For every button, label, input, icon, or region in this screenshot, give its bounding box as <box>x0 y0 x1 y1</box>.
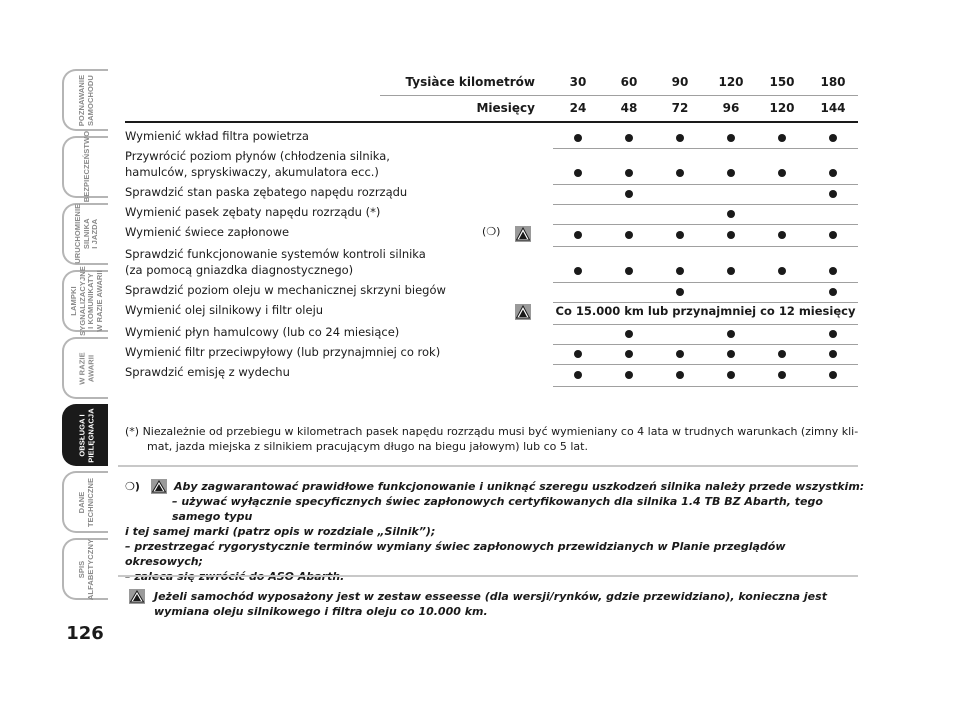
table-row <box>125 364 858 386</box>
note2-line1: Jeżeli samochód wyposażony jest w zestaw esseesse (dla wersji/rynków, gdzie przewidziano), konieczna jest <box>154 590 827 603</box>
tab-label: DANE TECHNICZNE <box>77 477 95 527</box>
scheduled-dot <box>625 371 633 379</box>
tab-w-razie-awarii[interactable] <box>58 337 108 399</box>
scheduled-dot <box>625 330 633 338</box>
table-row <box>125 184 858 204</box>
row-label: Wymienić pasek zębaty napędu rozrządu (*) <box>125 205 381 219</box>
scheduled-dot <box>727 210 735 218</box>
tab-poznawanie[interactable] <box>58 69 108 131</box>
table-row <box>125 204 858 224</box>
scheduled-dot <box>574 267 582 275</box>
scheduled-dot <box>574 231 582 239</box>
row-label: Wymienić płyn hamulcowy (lub co 24 miesiące) <box>125 325 400 339</box>
row-label: Sprawdzić poziom oleju w mechanicznej skrzyni biegów <box>125 283 446 297</box>
scheduled-dot <box>829 190 837 198</box>
months-value: 96 <box>722 101 740 115</box>
scheduled-dot <box>727 350 735 358</box>
tab-label: OBSŁUGA I PIELĘGNACJA <box>77 407 96 463</box>
scheduled-dot <box>829 330 837 338</box>
row-label: Wymienić filtr przeciwpyłowy (lub przynajmniej co rok) <box>125 345 441 359</box>
scheduled-dot <box>574 350 582 358</box>
table-row <box>125 344 858 364</box>
scheduled-dot <box>676 371 684 379</box>
row-divider <box>553 386 858 387</box>
scheduled-dot <box>829 169 837 177</box>
row-label: Wymienić wkład filtra powietrza <box>125 129 309 143</box>
scheduled-dot <box>625 231 633 239</box>
esseesse-note <box>125 589 860 619</box>
separator <box>118 465 858 467</box>
km-value: 30 <box>569 75 587 89</box>
scheduled-dot <box>829 288 837 296</box>
circle-mark: (❍) <box>482 225 501 238</box>
header-km-row <box>125 70 858 94</box>
warning-triangle-icon <box>129 589 145 604</box>
scheduled-dot <box>778 371 786 379</box>
tab-bezpieczenstwo[interactable] <box>58 130 108 202</box>
months-value: 48 <box>620 101 638 115</box>
table-row <box>125 148 858 184</box>
scheduled-dot <box>625 350 633 358</box>
scheduled-dot <box>676 134 684 142</box>
note2-line2: wymiana oleju silnikowego i filtra oleju co 10.000 km. <box>154 605 488 618</box>
tab-label: SPIS ALFABETYCZNY <box>77 538 96 600</box>
months-value: 120 <box>769 101 795 115</box>
km-value: 60 <box>620 75 638 89</box>
header-bottom-rule <box>125 121 858 123</box>
scheduled-dot <box>574 371 582 379</box>
tab-label: W RAZIE AWARII <box>77 351 95 385</box>
months-value: 24 <box>569 101 587 115</box>
scheduled-dot <box>778 169 786 177</box>
note1-line3: i tej samej marki (patrz opis w rozdziale „Silnik”); <box>125 525 436 538</box>
note1-line4: – przestrzegać rygorystycznie terminów wymiany świec zapłonowych przewidzianych w Planie przeglądów okresowych; <box>125 540 786 568</box>
tab-label: LAMPKI SYGNALIZACYJNE I KOMUNIKATY W RAZIE AWARII <box>69 266 104 336</box>
scheduled-dot <box>676 231 684 239</box>
row-label: Wymienić olej silnikowy i filtr oleju <box>125 303 324 317</box>
scheduled-dot <box>676 169 684 177</box>
scheduled-dot <box>625 267 633 275</box>
scheduled-dot <box>727 371 735 379</box>
scheduled-dot <box>574 134 582 142</box>
separator <box>118 575 858 577</box>
scheduled-dot <box>625 134 633 142</box>
tab-dane-techniczne[interactable] <box>58 471 108 533</box>
table-row <box>125 224 858 246</box>
scheduled-dot <box>829 134 837 142</box>
header-months-row <box>125 96 858 120</box>
scheduled-dot <box>727 231 735 239</box>
tab-label: POZNAWANIE SAMOCHODU <box>77 74 96 126</box>
spark-plug-note <box>125 479 865 584</box>
footnote <box>125 424 860 454</box>
tab-label: BEZPIECZEŃSTWO <box>81 130 91 202</box>
scheduled-dot <box>727 267 735 275</box>
scheduled-dot <box>778 134 786 142</box>
scheduled-dot <box>676 267 684 275</box>
scheduled-dot <box>727 330 735 338</box>
warning-triangle-icon <box>151 479 167 494</box>
row-label: Sprawdzić stan paska zębatego napędu rozrządu <box>125 185 408 199</box>
row-label: Sprawdzić emisję z wydechu <box>125 365 290 379</box>
scheduled-dot <box>778 231 786 239</box>
tab-spis[interactable] <box>58 538 108 600</box>
months-value: 144 <box>820 101 846 115</box>
scheduled-dot <box>829 267 837 275</box>
km-value: 180 <box>820 75 846 89</box>
header-km-label: Tysiàce kilometrów <box>405 75 535 89</box>
tab-lampki[interactable] <box>58 266 108 336</box>
table-row <box>125 282 858 302</box>
interval-text: Co 15.000 km lub przynajmniej co 12 miesięcy <box>555 304 856 318</box>
row-label: Wymienić świece zapłonowe <box>125 225 290 239</box>
tab-obsluga[interactable] <box>58 404 108 466</box>
note1-line2: – używać wyłącznie specyficznych świec zapłonowych certyfikowanych dla silnika 1.4 TB BZ Abarth, tego samego typu <box>172 495 823 523</box>
scheduled-dot <box>829 350 837 358</box>
km-value: 150 <box>769 75 795 89</box>
scheduled-dot <box>727 169 735 177</box>
warning-triangle-icon <box>515 226 531 242</box>
footnote-line1: (*) Niezależnie od przebiegu w kilometrach pasek napędu rozrządu musi być wymieniany co 4 lata w trudnych warunkach (zimny kli- <box>125 425 859 438</box>
scheduled-dot <box>676 350 684 358</box>
tab-label: URUCHOMIENIE SILNIKA I JAZDA <box>73 204 100 264</box>
table-row <box>125 246 858 282</box>
tab-uruchomienie[interactable] <box>58 203 108 265</box>
note1-line1: Aby zagwarantować prawidłowe funkcjonowanie i uniknąć szeregu uszkodzeń silnika należy przede wszystkim: <box>174 480 865 493</box>
scheduled-dot <box>778 350 786 358</box>
scheduled-dot <box>727 134 735 142</box>
scheduled-dot <box>574 169 582 177</box>
table-row <box>125 128 858 148</box>
scheduled-dot <box>625 169 633 177</box>
page-number: 126 <box>66 623 104 644</box>
footnote-line2: mat, jazda miejska z silnikiem pracującym długo na biegu jałowym) lub co 5 lat. <box>147 440 588 453</box>
circle-mark: ❍) <box>125 480 140 493</box>
scheduled-dot <box>676 288 684 296</box>
header-months-label: Miesięcy <box>476 101 535 115</box>
months-value: 72 <box>671 101 689 115</box>
table-row <box>125 324 858 344</box>
warning-triangle-icon <box>515 304 531 320</box>
row-label: Sprawdzić funkcjonowanie systemów kontroli silnika (za pomocą gniazdka diagnostycznego) <box>125 247 426 277</box>
table-row <box>125 302 858 324</box>
km-value: 90 <box>671 75 689 89</box>
note1-line5: – zaleca się zwrócić do ASO Abarth. <box>125 570 345 583</box>
scheduled-dot <box>829 371 837 379</box>
row-label: Przywrócić poziom płynów (chłodzenia silnika, hamulców, spryskiwaczy, akumulatora ecc.) <box>125 149 390 179</box>
km-value: 120 <box>718 75 744 89</box>
scheduled-dot <box>829 231 837 239</box>
scheduled-dot <box>778 267 786 275</box>
scheduled-dot <box>625 190 633 198</box>
